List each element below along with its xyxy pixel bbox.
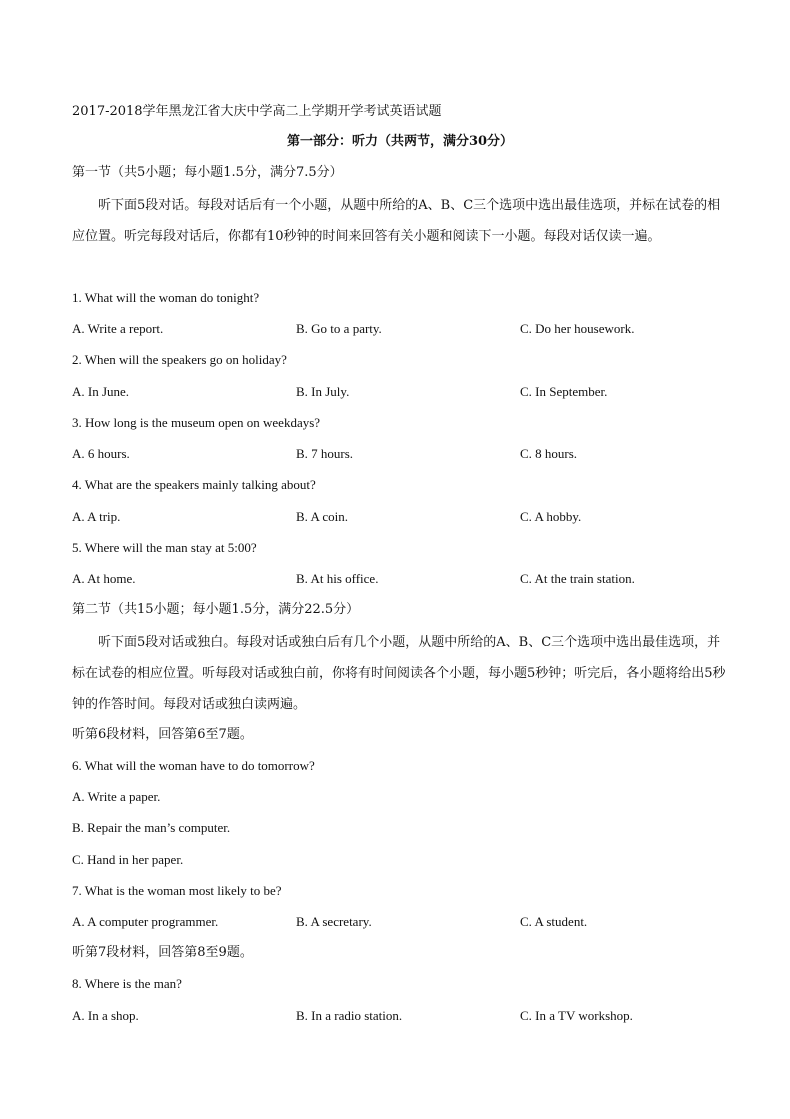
part1-title: 第一部分：听力（共两节，满分30分） [286,134,514,149]
option-b: B. Go to a party. [296,321,382,336]
material-7-label: 听第7段材料，回答第8至9题。 [72,945,253,960]
question-6-option-c: C. Hand in her paper. [72,852,184,867]
question-5-options [72,569,728,589]
question-3: 3. How long is the museum open on weekdays? [72,415,321,430]
option-a: A. In June. [72,384,130,399]
option-b: B. At his office. [296,571,379,586]
question-1-options [72,319,728,339]
option-a: A. Write a report. [72,321,164,336]
option-b: B. A coin. [296,509,349,524]
option-c: C. At the train station. [520,571,635,586]
question-8: 8. Where is the man? [72,976,182,991]
section1-instructions: 听下面5段对话。每段对话后有一个小题，从题中所给的A、B、C三个选项中选出最佳选项，并标在试卷的相应位置。听完每段对话后，你都有10秒钟的时间来回答有关小题和阅读下一小题。每段对话仅读一遍。 [72,198,721,244]
option-c: C. 8 hours. [520,446,578,461]
material-6-label: 听第6段材料，回答第6至7题。 [72,727,253,742]
option-c: C. A student. [520,914,588,929]
option-b: B. In a radio station. [296,1008,403,1023]
section2-instructions: 听下面5段对话或独白。每段对话或独白后有几个小题，从题中所给的A、B、C三个选项中选出最佳选项，并标在试卷的相应位置。听每段对话或独白前，你将有时间阅读各个小题，每小题5秒钟；听完后，各小题将给出5秒钟的作答时间。每段对话或独白读两遍。 [72,635,726,712]
option-c: C. Do her housework. [520,321,635,336]
section1-heading: 第一节（共5小题；每小题1.5分，满分7.5分） [72,165,343,180]
option-a: A. 6 hours. [72,446,130,461]
question-3-options [72,444,728,464]
question-7: 7. What is the woman most likely to be? [72,883,282,898]
question-7-options [72,912,728,932]
question-6-option-a: A. Write a paper. [72,789,161,804]
option-a: A. In a shop. [72,1008,139,1023]
question-8-options [72,1006,728,1026]
option-c: C. In September. [520,384,608,399]
question-2-options [72,382,728,402]
question-2: 2. When will the speakers go on holiday? [72,352,287,367]
option-c: C. A hobby. [520,509,582,524]
question-4: 4. What are the speakers mainly talking about? [72,477,316,492]
option-a: A. A trip. [72,509,121,524]
question-6: 6. What will the woman have to do tomorrow? [72,758,315,773]
option-b: B. A secretary. [296,914,372,929]
question-1: 1. What will the woman do tonight? [72,290,260,305]
document-title: 2017-2018学年黑龙江省大庆中学高二上学期开学考试英语试题 [72,104,442,119]
option-c: C. In a TV workshop. [520,1008,633,1023]
option-b: B. 7 hours. [296,446,354,461]
section2-heading: 第二节（共15小题；每小题1.5分，满分22.5分） [72,602,360,617]
question-4-options [72,507,728,527]
question-5: 5. Where will the man stay at 5:00? [72,540,257,555]
option-a: A. At home. [72,571,136,586]
option-a: A. A computer programmer. [72,914,219,929]
question-6-option-b: B. Repair the man’s computer. [72,820,231,835]
option-b: B. In July. [296,384,350,399]
